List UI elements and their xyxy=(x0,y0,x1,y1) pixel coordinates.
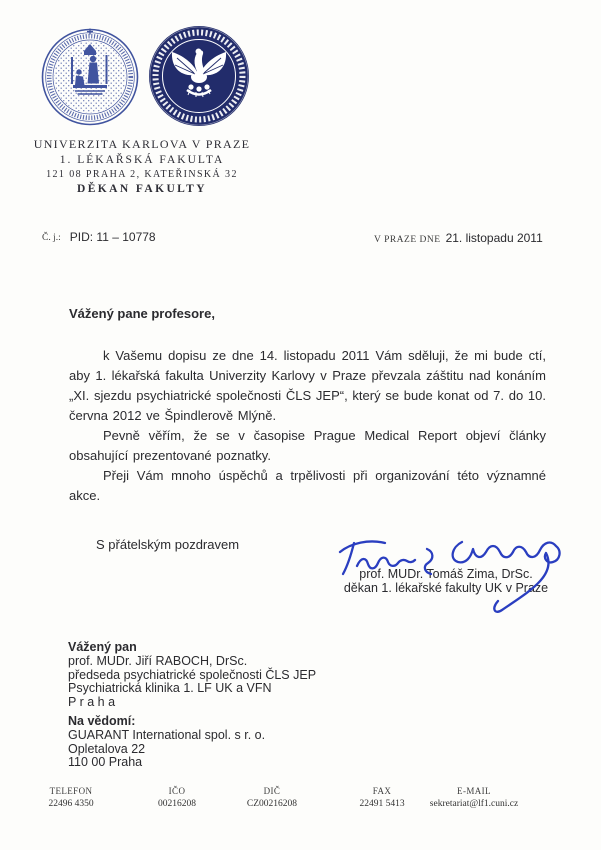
reference-line xyxy=(42,228,156,246)
date-value: 21. listopadu 2011 xyxy=(445,231,543,245)
paragraph-3: Přeji Vám mnoho úspěchů a trpělivosti při organizování této významné akce. xyxy=(69,468,546,503)
footer-col-dic xyxy=(212,786,332,809)
footer-label: FAX xyxy=(372,786,392,796)
letter-body xyxy=(69,306,546,553)
letterhead-office: DĚKAN FAKULTY xyxy=(77,183,207,195)
footer-label: TELEFON xyxy=(49,786,93,796)
salutation: Vážený pane profesore, xyxy=(69,306,215,321)
recipient-line: P r a h a xyxy=(68,695,116,710)
recipient-block xyxy=(68,641,316,710)
footer-col-telefon xyxy=(11,786,131,809)
paragraph-2: Pevně věřím, že se v časopise Prague Medical Report objeví články obsahující prezentované poznatky. xyxy=(69,428,546,463)
recipient-line: prof. MUDr. Jiří RABOCH, DrSc. xyxy=(68,653,248,668)
recipient-line: Psychiatrická klinika 1. LF UK a VFN xyxy=(68,681,272,696)
signatory-name: prof. MUDr. Tomáš Zima, DrSc. xyxy=(359,567,533,581)
footer-value: CZ00216208 xyxy=(246,799,298,809)
cc-line: Opletalova 22 xyxy=(68,741,146,756)
footer-value: sekretariat@lf1.cuni.cz xyxy=(429,799,519,809)
recipient-line: předseda psychiatrické společnosti ČLS JEP xyxy=(68,667,317,682)
footer-value: 22496 4350 xyxy=(48,799,94,809)
closing-phrase: S přátelským pozdravem xyxy=(96,537,240,552)
first-faculty-medicine-seal-icon xyxy=(146,23,252,129)
paragraph-1: k Vašemu dopisu ze dne 14. listopadu 2011 Vám sděluji, že mi bude ctí, aby 1. lékařská fakulta Univerzity Karlovy v Praze převzala záštitu nad konáním „XI. sjezdu psychiatrické společnosti ČLS JEP“, který se bude konat od 7. do 10. června 2012 ve Špindlerově Mlýně. xyxy=(69,348,546,423)
cc-heading: Na vědomí: xyxy=(68,714,136,728)
footer-label: E-MAIL xyxy=(457,786,491,796)
handwritten-signature-icon xyxy=(333,534,590,626)
date-label: V PRAZE DNE xyxy=(374,235,441,245)
reference-label: Č. j.: xyxy=(42,233,61,243)
date-line xyxy=(374,229,543,247)
signatory-title: děkan 1. lékařské fakulty UK v Praze xyxy=(343,580,549,595)
letterhead-address: 121 08 PRAHA 2, KATEŘINSKÁ 32 xyxy=(46,169,238,180)
footer-label: IČO xyxy=(168,786,186,796)
footer-col-email xyxy=(408,786,540,809)
footer-label: DIČ xyxy=(263,786,281,796)
letterhead-faculty: 1. LÉKAŘSKÁ FAKULTA xyxy=(59,154,225,166)
footer-value: 22491 5413 xyxy=(359,799,405,809)
cc-line: 110 00 Praha xyxy=(68,755,143,770)
letterhead xyxy=(31,137,253,195)
footer-value: 00216208 xyxy=(158,799,196,809)
letterhead-university: UNIVERZITA KARLOVA V PRAZE xyxy=(33,137,251,151)
recipient-heading: Vážený pan xyxy=(68,640,137,654)
charles-university-seal-icon xyxy=(40,27,140,127)
cc-block xyxy=(68,715,265,770)
cc-line: GUARANT International spol. s r. o. xyxy=(68,727,266,742)
reference-value: PID: 11 – 10778 xyxy=(69,230,156,244)
